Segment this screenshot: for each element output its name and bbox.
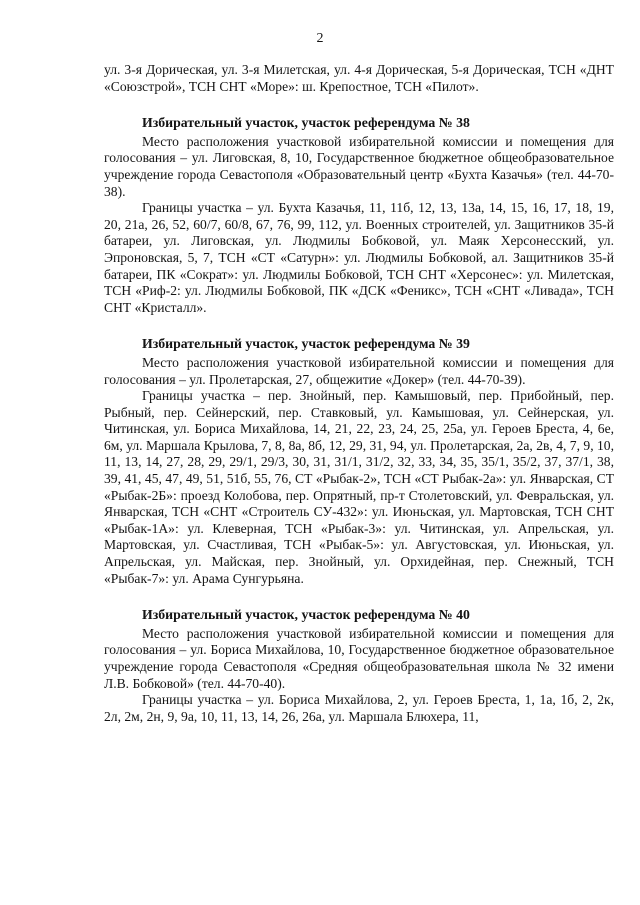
intro-paragraph: ул. 3-я Дорическая, ул. 3-я Милетская, ул. 4-я Дорическая, 5-я Дорическая, ТСН «ДНТ «Союзстрой», ТСН СНТ «Море»: ш. Крепостное, ТСН «Пилот». — [104, 62, 614, 94]
precinct-39-section — [104, 336, 614, 587]
precinct-39-borders: Границы участка – пер. Знойный, пер. Камышовый, пер. Прибойный, пер. Рыбный, пер. Сейнерский, пер. Ставковый, ул. Камышовая, ул. Сейнерская, ул. Читинская, ул. Бориса Михайлова, 14, 21, 22, 23, 24, 25, 25а, ул. Героев Бреста, 4, 6е, 6м, ул. Маршала Крылова, 7, 8, 8а, 8б, 12, 29, 31, 94, ул. Пролетарская, 2а, 2в, 4, 7, 9, 10, 11, 13, 14, 27, 28, 29, 29/1, 29/3, 30, 31, 31/1, 31/2, 32, 33, 34, 35, 35/1, 35/2, 37, 37/1, 38, 39, 41, 45, 47, 49, 51, 51б, 55, 76, СТ «Рыбак-2», ТСН «СТ Рыбак-2а»: ул. Январская, СТ «Рыбак-2Б»: проезд Колобова, пер. Опрятный, пр-т Столетовский, ул. Февральская, ул. Январская, ТСН «СНТ «Строитель СУ-432»: ул. Июньская, ул. Мартовская, ТСН СНТ «Рыбак-1А»: ул. Клеверная, ТСН «Рыбак-3»: ул. Читинская, ул. Апрельская, ул. Мартовская, ул. Счастливая, ТСН «Рыбак-5»: ул. Августовская, ул. Июньская, ул. Апрельская, ул. Майская, пер. Знойный, ул. Орхидейная, пер. Снежный, ТСН «Рыбак-7»: ул. Арама Сунгурьяна. — [104, 388, 614, 586]
document-body — [104, 62, 614, 725]
page-number: 2 — [316, 31, 324, 46]
precinct-39-location: Место расположения участковой избирательной комиссии и помещения для голосования – ул. Пролетарская, 27, общежитие «Докер» (тел. 44-70-39). — [104, 354, 614, 387]
precinct-40-section — [104, 607, 614, 725]
precinct-38-heading: Избирательный участок, участок референдума № 38 — [142, 115, 470, 131]
precinct-38-location: Место расположения участковой избирательной комиссии и помещения для голосования – ул. Лиговская, 8, 10, Государственное бюджетное общеобразовательное учреждение города Севастополя «Образовательный центр «Бухта Казачья» (тел. 44-70-38). — [104, 133, 614, 199]
precinct-40-borders: Границы участка – ул. Бориса Михайлова, 2, ул. Героев Бреста, 1, 1а, 1б, 2, 2к, 2л, 2м, 2н, 9, 9а, 10, 11, 13, 14, 26, 26а, ул. Маршала Блюхера, 11, — [104, 692, 614, 724]
precinct-40-location: Место расположения участковой избирательной комиссии и помещения для голосования – ул. Бориса Михайлова, 10, Государственное бюджетное образовательное учреждение города Севастополя «Средняя общеобразовательная школа № 32 имени Л.В. Бобковой» (тел. 44-70-40). — [104, 625, 614, 691]
precinct-38-section — [104, 115, 614, 316]
precinct-40-heading: Избирательный участок, участок референдума № 40 — [142, 607, 470, 623]
precinct-38-borders: Границы участка – ул. Бухта Казачья, 11, 11б, 12, 13, 13а, 14, 15, 16, 17, 18, 19, 20, 21а, 26, 52, 60/7, 60/8, 67, 76, 99, 112, ул. Военных строителей, ул. Защитников 35-й батареи, ул. Лиговская, ул. Людмилы Бобковой, ул. Маяк Херсонесский, ул. Эпроновская, 5, 7, ТСН «СТ «Сатурн»: ул. Людмилы Бобковой, ал. Защитников 35-й батареи, ПК «Сократ»: ул. Людмилы Бобковой, ТСН СНТ «Херсонес»: ул. Милетская, ТСН «Риф-2: ул. Людмилы Бобковой, ПК «ДСК «Феникс», ТСН «СНТ «Ливада», ТСН СНТ «Кристалл». — [104, 200, 614, 315]
precinct-39-heading: Избирательный участок, участок референдума № 39 — [142, 336, 470, 352]
